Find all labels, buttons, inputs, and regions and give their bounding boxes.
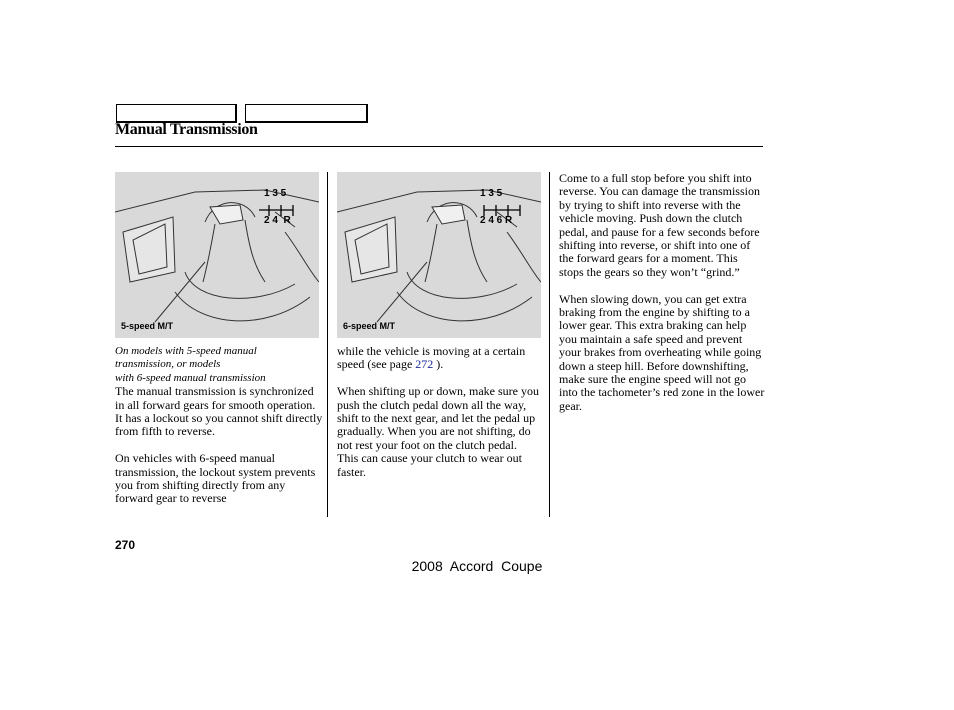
body-paragraph: When slowing down, you can get extra braking from the engine by shifting to a lower gear. This extra braking can help you maintain a safe speed and prevent your brakes from overheating while going down a steep hill. Before downshifting, make sure the engine speed will not go into the tachometer’s red zone in the lower gear. <box>559 291 765 413</box>
note-line: with 6-speed manual transmission <box>115 371 266 384</box>
applicability-note <box>115 345 323 385</box>
figure-caption: 5-speed M/T <box>121 321 174 331</box>
page-reference-link[interactable]: 272 <box>415 357 434 372</box>
page-number: 270 <box>115 538 136 552</box>
shift-pattern-bottom: 2 4 6 R <box>480 215 513 226</box>
note-line: transmission, or models <box>115 358 221 371</box>
shift-pattern-top: 1 3 5 <box>480 188 503 199</box>
column-1-text <box>115 345 323 519</box>
column-2-text <box>337 345 541 492</box>
page-title: Manual Transmission <box>115 121 258 138</box>
shifter-illustration-5-speed <box>115 172 319 338</box>
body-paragraph <box>337 345 541 372</box>
text-span: while the vehicle is moving at a certain speed (see page <box>337 344 526 372</box>
shift-pattern-top: 1 3 5 <box>264 188 287 199</box>
figure-6-speed-shifter <box>337 172 541 338</box>
text-span: ). <box>433 357 444 372</box>
figure-5-speed-shifter <box>115 172 319 338</box>
figure-caption: 6-speed M/T <box>343 321 396 331</box>
header-tab-box-right <box>245 104 368 123</box>
column-divider <box>549 172 550 517</box>
note-line: On models with 5-speed manual <box>115 345 257 357</box>
shift-pattern-bottom: 2 4 R <box>264 215 291 226</box>
body-paragraph: On vehicles with 6-speed manual transmission, the lockout system prevents you from shifting directly from any forward gear to reverse <box>115 451 316 506</box>
shifter-illustration-6-speed <box>337 172 541 338</box>
footer-model-name: 2008 Accord Coupe <box>411 558 543 574</box>
column-3-text <box>559 172 765 427</box>
body-paragraph: The manual transmission is synchronized in all forward gears for smooth operation. It has a lockout so you cannot shift directly from fifth to reverse. <box>115 384 323 439</box>
body-paragraph: Come to a full stop before you shift into reverse. You can damage the transmission by trying to shift into reverse with the vehicle moving. Push down the clutch pedal, and pause for a few seconds before shifting into reverse, or shift into one of the forward gears for a moment. This stops the gears so they won’t “grind.” <box>559 171 760 279</box>
column-divider <box>327 172 328 517</box>
title-rule <box>115 146 763 147</box>
body-paragraph: When shifting up or down, make sure you push the clutch pedal down all the way, shift to the next gear, and let the pedal up gradually. When you are not shifting, do not rest your foot on the clutch pedal. This can cause your clutch to wear out faster. <box>337 384 539 479</box>
